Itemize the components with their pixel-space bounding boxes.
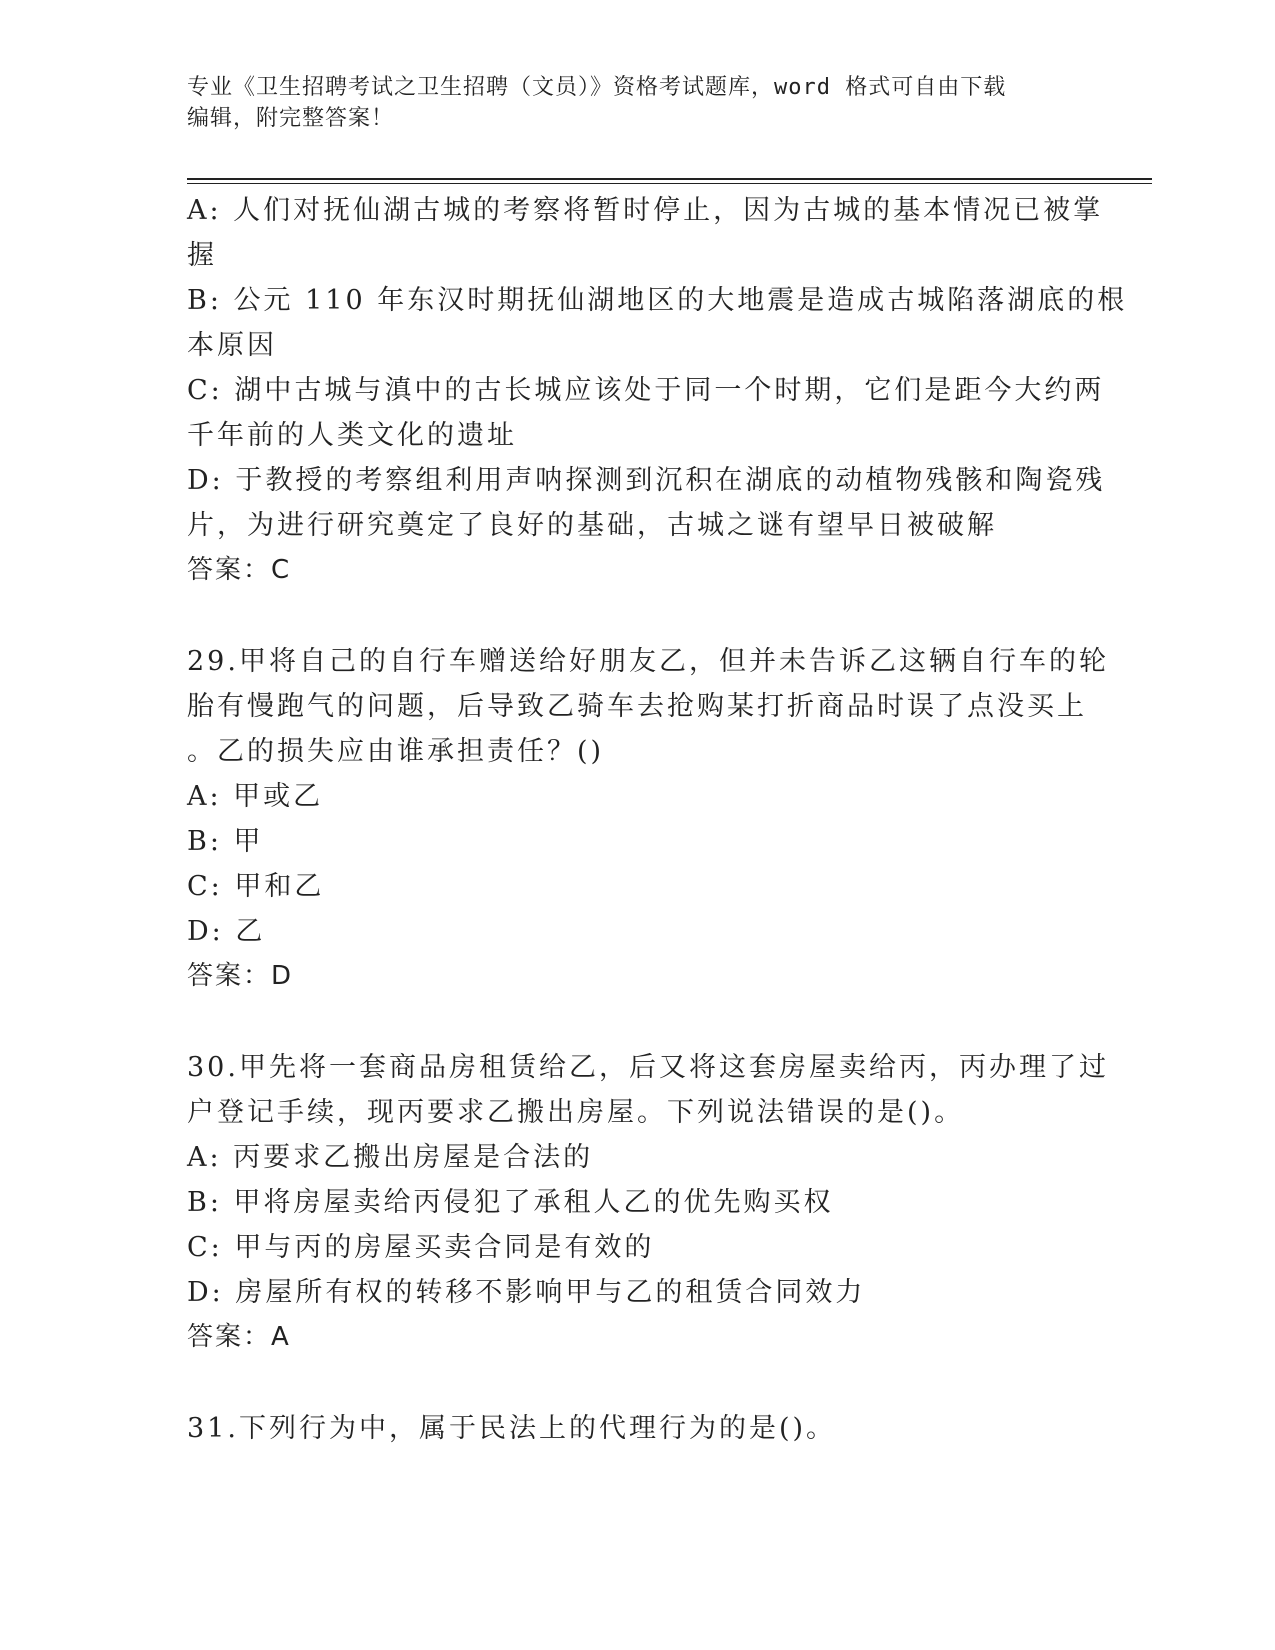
answer-line: 答案：C xyxy=(187,555,292,585)
question-stem-line-2: 户登记手续，现丙要求乙搬出房屋。下列说法错误的是()。 xyxy=(187,1097,965,1128)
header-line-2: 编辑，附完整答案！ xyxy=(187,106,395,131)
option-a: A: 丙要求乙搬出房屋是合法的 xyxy=(187,1142,594,1173)
question-stem-line-1: 31.下列行为中，属于民法上的代理行为的是()。 xyxy=(187,1413,837,1444)
option-a: A: 甲或乙 xyxy=(187,781,324,812)
question-spacer xyxy=(187,1360,1087,1406)
option-b-line-1: B: 公元 110 年东汉时期抚仙湖地区的大地震是造成古城陷落湖底的根 xyxy=(187,285,1128,316)
header-divider-thick xyxy=(187,178,1152,180)
option-c: C: 甲和乙 xyxy=(187,871,325,902)
header-divider-thin xyxy=(187,183,1152,184)
answer-line: 答案：D xyxy=(187,961,294,991)
question-content xyxy=(187,188,1128,1451)
question-stem-line-3: 。乙的损失应由谁承担责任？() xyxy=(187,736,605,767)
option-d: D: 乙 xyxy=(187,916,266,947)
question-stem-line-1: 30.甲先将一套商品房租赁给乙，后又将这套房屋卖给丙，丙办理了过 xyxy=(187,1052,1109,1083)
option-b-line-2: 本原因 xyxy=(187,330,277,361)
option-d-line-2: 片，为进行研究奠定了良好的基础，古城之谜有望早日被破解 xyxy=(187,510,997,541)
document-header xyxy=(187,72,1067,134)
option-a-line-2: 握 xyxy=(187,240,217,271)
header-line-1: 专业《卫生招聘考试之卫生招聘（文员）》资格考试题库，word 格式可自由下载 xyxy=(187,75,1007,100)
question-28 xyxy=(187,188,1128,593)
question-29 xyxy=(187,639,1109,999)
option-a-line-1: A: 人们对抚仙湖古城的考察将暂时停止，因为古城的基本情况已被掌 xyxy=(187,195,1104,226)
option-c-line-1: C: 湖中古城与滇中的古长城应该处于同一个时期，它们是距今大约两 xyxy=(187,375,1105,406)
option-c: C: 甲与丙的房屋买卖合同是有效的 xyxy=(187,1232,655,1263)
option-d-line-1: D: 于教授的考察组利用声呐探测到沉积在湖底的动植物残骸和陶瓷残 xyxy=(187,465,1106,496)
option-c-line-2: 千年前的人类文化的遗址 xyxy=(187,420,517,451)
question-spacer xyxy=(187,999,1087,1045)
question-stem-line-1: 29.甲将自己的自行车赠送给好朋友乙，但并未告诉乙这辆自行车的轮 xyxy=(187,646,1109,677)
option-b: B: 甲将房屋卖给丙侵犯了承租人乙的优先购买权 xyxy=(187,1187,834,1218)
option-d: D: 房屋所有权的转移不影响甲与乙的租赁合同效力 xyxy=(187,1277,866,1308)
answer-line: 答案：A xyxy=(187,1322,291,1352)
option-b: B: 甲 xyxy=(187,826,264,857)
question-31 xyxy=(187,1406,1087,1451)
question-spacer xyxy=(187,593,1087,639)
question-stem-line-2: 胎有慢跑气的问题，后导致乙骑车去抢购某打折商品时误了点没买上 xyxy=(187,691,1087,722)
question-30 xyxy=(187,1045,1109,1360)
